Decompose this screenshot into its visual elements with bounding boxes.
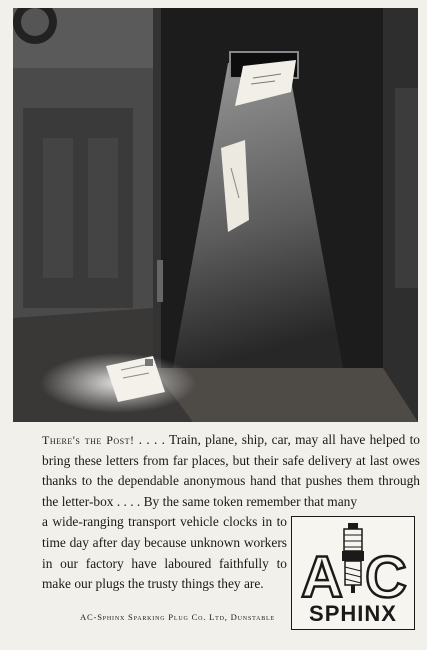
- ad-lead: There's the Post!: [42, 433, 135, 447]
- ad-body-line-2: a wide-ranging transport vehicle clocks in to time day after day because unknown workers in our factory have laboured faithfully to make our plugs the trusty things they are.: [42, 514, 287, 592]
- logo-artwork: [292, 517, 414, 629]
- logo-monogram-c: C: [365, 545, 407, 610]
- spark-plug-icon: [342, 523, 364, 593]
- ad-footer-company: AC-Sphinx Sparking Plug Co. Ltd, Dunstable: [80, 612, 275, 622]
- logo-monogram-a: A: [301, 545, 343, 610]
- letterbox-photograph: [13, 8, 418, 422]
- door-hinge: [157, 260, 163, 302]
- logo-wordmark: SPHINX: [309, 601, 397, 626]
- ac-sphinx-logo: [291, 516, 415, 630]
- letterbox-scene: [13, 8, 418, 422]
- ad-body-line-1: . . . . Train, plane, ship, car, may all have helped to bring these letters from far places, but their safe delivery at last owes thanks to the dependable anonymous hand that pushes them through the letter-box . . . . By the same token remember that many: [42, 432, 420, 509]
